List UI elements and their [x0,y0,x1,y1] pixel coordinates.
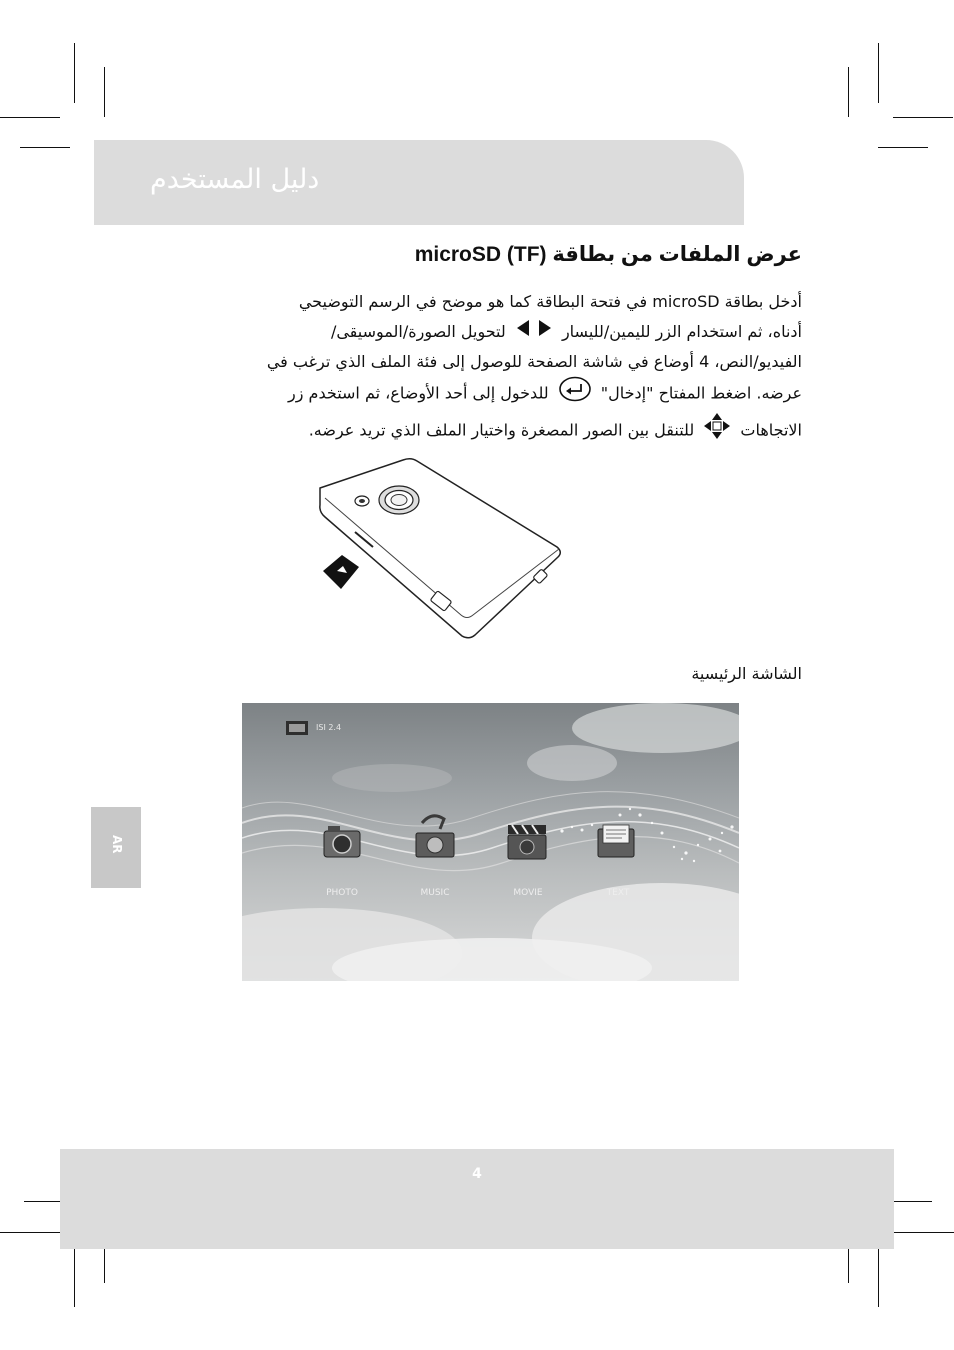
page-title: دليل المستخدم [150,164,320,195]
enter-key-icon [558,376,592,412]
crop-mark [848,1249,849,1283]
text-span: أدناه، ثم استخدام الزر لليمين/لليسار [561,321,802,341]
status-indicator: ISI 2.4 [316,723,342,732]
text-span: للتنقل بين الصور المصغرة واختيار الملف الذي تريد عرضه. [308,420,695,439]
crop-mark [74,43,75,103]
crop-mark [74,1249,75,1307]
text-line [150,347,802,377]
crop-mark [848,67,849,117]
text-span: أدخل بطاقة microSD في فتحة البطاقة كما هو موضح في الرسم التوضيحي [298,292,802,311]
menu-label-text: TEXT [606,888,630,898]
language-tab-label: AR [110,835,124,854]
text-span: الفيديو/النص، 4 أوضاع في شاشة الصفحة للوصول إلى فئة الملف الذي ترغب في [266,351,802,371]
crop-mark [20,147,70,148]
text-line [150,376,802,412]
left-right-arrows-icon [515,317,553,347]
crop-mark [104,1249,105,1283]
page-number: 4 [472,1166,482,1182]
main-screen-image [242,703,739,981]
menu-label-photo: PHOTO [326,888,358,898]
crop-mark [878,147,928,148]
film-icon [508,825,546,859]
instructions-paragraph [150,287,802,449]
camera-icon [324,826,360,857]
text-span: الاتجاهات [740,420,802,439]
crop-mark [878,43,879,103]
crop-mark [894,1201,932,1202]
crop-mark [0,1232,60,1233]
menu-label-movie: MOVIE [513,888,543,898]
text-span: للدخول إلى أحد الأوضاع، ثم استخدم زر [288,383,549,403]
device-illustration [315,455,565,640]
text-line [150,317,802,347]
crop-mark [0,117,60,118]
crop-mark [893,117,953,118]
crop-mark [878,1249,879,1307]
crop-mark [894,1232,954,1233]
document-icon [598,825,634,857]
footer-band [60,1149,894,1249]
figure-caption: الشاشة الرئيسية [691,664,802,683]
text-span: عرضه. اضغط المفتاح "إدخال" [600,383,802,403]
crop-mark [24,1201,60,1202]
crop-mark [104,67,105,117]
text-span: لتحويل الصورة/الموسيقى/ [330,321,506,341]
music-icon [416,816,454,857]
text-line [150,287,802,317]
menu-label-music: MUSIC [420,888,450,898]
text-line [150,412,802,450]
direction-arrows-icon [703,412,731,450]
section-title: عرض الملفات من بطاقة microSD (TF) [414,243,802,266]
